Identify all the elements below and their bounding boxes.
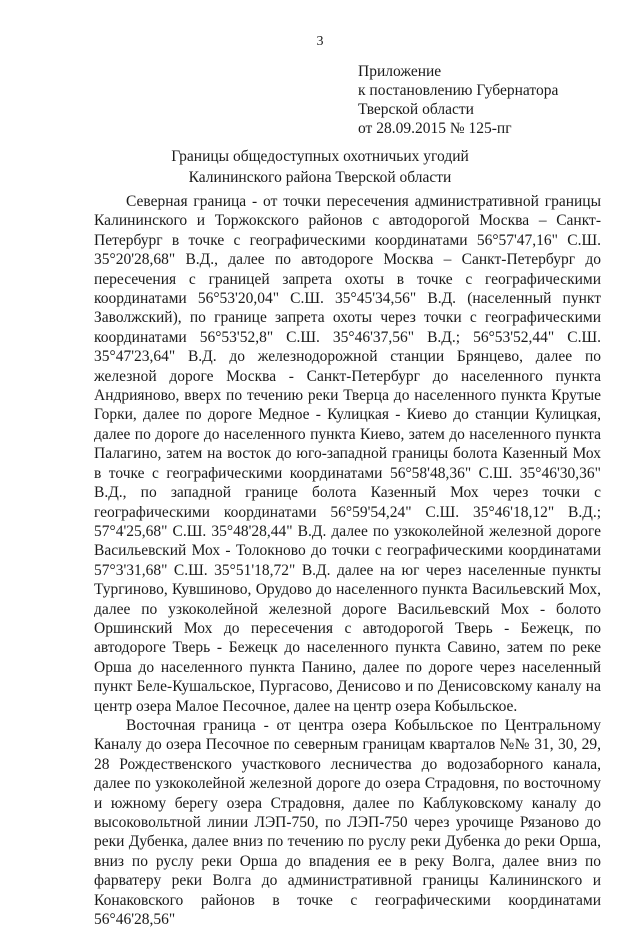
appendix-note — [358, 62, 558, 138]
appendix-line: Тверской области — [358, 101, 474, 118]
appendix-line: от 28.09.2015 № 125-пг — [358, 120, 512, 137]
paragraph-east-border: Восточная граница - от центра озера Кобыльское по Центральному Каналу до озера Песочное по северным границам кварталов №№ 31, 30, 29, 28 Рождественского участкового лесничества до водозаборного канала, далее по узкоколейной железной дороге до озера Страдовня, по восточному и южному берегу озера Страдовня, далее по Каблуковскому каналу до высоковольтной линии ЛЭП-750, по ЛЭП-750 через урочище Рязаново до реки Дубенка, далее вниз по течению по руслу реки Дубенка до реки Орша, вниз по руслу реки Орша до впадения ее в реку Волга, далее вниз по фарватеру реки Волга до административной границы Калининского и Конаковского районов в точке с географическими координатами 56°46'28,56" — [94, 716, 601, 929]
document-body — [94, 192, 601, 929]
title-line: Границы общедоступных охотничьих угодий — [171, 148, 469, 165]
document-title — [0, 146, 640, 188]
paragraph-north-border: Северная граница - от точки пересечения административной границы Калининского и Торжокского районов с автодорогой Москва – Санкт-Петербург в точке с географическими координатами 56°57'47,16" С.Ш. 35°20'28,68" В.Д., далее по автодороге Москва – Санкт-Петербург до пересечения с границей запрета охоты в точке с географическими координатами 56°53'20,04" С.Ш. 35°45'34,56" В.Д. (населенный пункт Заволжский), по границе запрета охоты через точки с географическими координатами 56°53'52,8" С.Ш. 35°46'37,56" В.Д.; 56°53'52,44" С.Ш. 35°47'23,64" В.Д. до железнодорожной станции Брянцево, далее по железной дороге Москва - Санкт-Петербург до населенного пункта Андрияново, вверх по течению реки Тверца до населенного пункта Крутые Горки, далее по дороге Медное - Кулицкая - Киево до станции Кулицкая, далее по дороге до населенного пункта Киево, затем до населенного пункта Палагино, затем на восток до юго-западной границы болота Казенный Мох в точке с географическими координатами 56°58'48,36" С.Ш. 35°46'30,36" В.Д., по западной границе болота Казенный Мох через точки с географическими координатами 56°59'54,24" С.Ш. 35°46'18,12" В.Д.; 57°4'25,68" С.Ш. 35°48'28,44" В.Д. далее по узкоколейной железной дороге Васильевский Мох - Толокново до точки с географическими координатами 57°3'31,68" С.Ш. 35°51'18,72" В.Д. далее на юг через населенные пункты Тургиново, Кувшиново, Орудово до населенного пункта Васильевский Мох, далее по узкоколейной железной дороге Васильевский Мох - болото Оршинский Мох до пересечения с автодорогой Тверь - Бежецк, по автодороге Тверь - Бежецк до населенного пункта Савино, затем по реке Орша до населенного пункта Панино, далее по дороге через населенный пункт Беле-Кушальское, Пургасово, Денисово и по Денисовскому каналу на центр озера Малое Песочное, далее на центр озера Кобыльское. — [94, 193, 601, 715]
page-number: 3 — [316, 34, 324, 49]
appendix-line: Приложение — [358, 63, 442, 80]
appendix-line: к постановлению Губернатора — [358, 82, 559, 99]
title-line: Калининского района Тверской области — [188, 169, 452, 186]
